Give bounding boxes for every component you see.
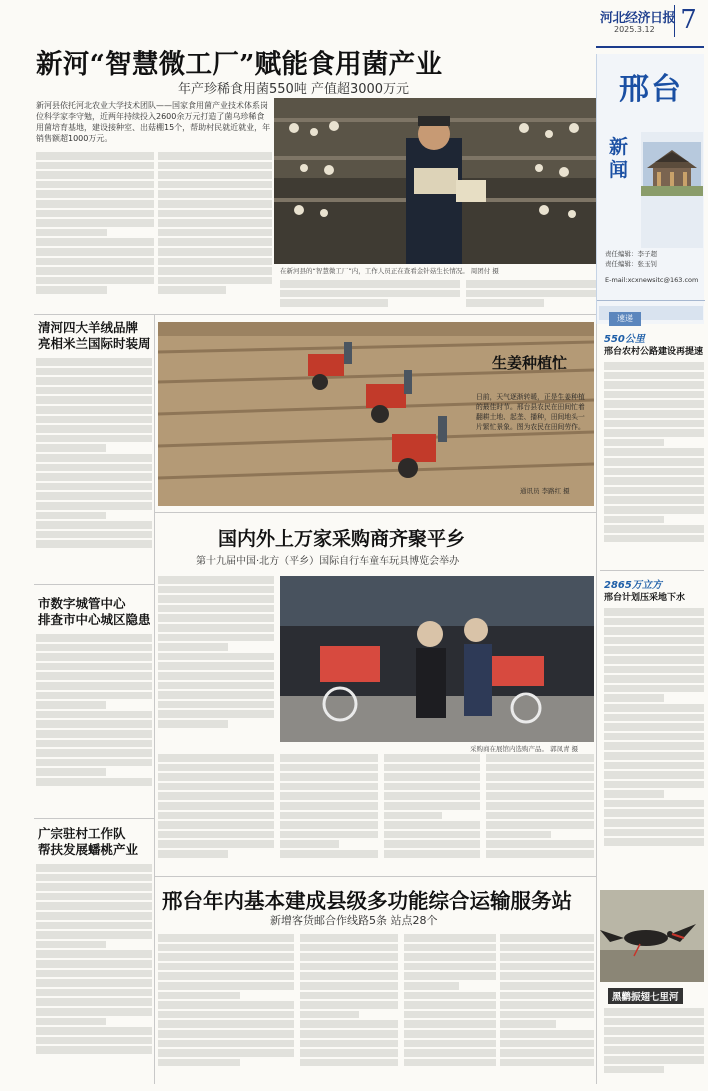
shuzi-headline-line2: 排查市中心城区隐患 [38,612,151,627]
region-title: 邢台 [619,72,683,107]
sidebar [596,54,704,324]
lead-summary-text: 新河县依托河北农业大学技术团队——国家食用菌产业技术体系岗位科学家李守勉，近两年持续投入2600余万元打造了菌乌珍稀食用菌培育基地，建设接种室、出菇棚15个，帮助村民就近就业，年销售额超1000万元。 [36,101,271,143]
shuzi-headline-line1: 市数字城管中心 [38,596,126,611]
guangzong-headline-line2: 帮扶发展蟠桃产业 [38,842,139,857]
page-number: 7 [674,5,702,37]
lead-body-col4 [466,278,596,310]
logistics-body-col2 [300,932,398,1084]
pingxiang-body-col1 [158,574,274,744]
brief1-body [604,360,704,564]
lead-photo-caption: 在新河县的“智慧微工厂”内，工作人员正在查看金针菇生长情况。 周团付 摄 [280,267,499,275]
guangzong-headline-line1: 广宗驻村工作队 [38,826,126,841]
brief2-body [604,606,704,886]
pingxiang-body-col5 [486,752,594,872]
lead-subhead: 年产珍稀食用菌550吨 产值超3000万元 [178,82,410,97]
pingxiang-photo [280,576,594,742]
birds-body [604,1006,704,1086]
lead-body-col2 [158,150,272,310]
logistics-body-col1 [158,932,294,1084]
lead-body-col3 [280,278,460,310]
brief1-title-b: 邢台农村公路建设再提速 [604,347,704,357]
pingxiang-body-col3 [280,752,378,872]
lead-photo [274,98,596,264]
column-tag [599,306,703,323]
section-title: 新闻 [609,136,629,181]
ginger-caption [476,392,588,500]
staff-editor-2: 责任编辑：张玉钊 [605,260,657,268]
lead-body-col1 [36,150,154,310]
palace-illustration [641,132,703,248]
brief2-title-a: 2865万立方 [604,580,662,591]
stork-photo [600,890,704,982]
ginger-caption-text: 日前，天气逐渐转暖，正是生姜种植的最佳时节。邢台县农民在田间忙着翻耕土地、起垄、播种，田间地头一片繁忙景象。图为农民在田间劳作。 [476,393,585,431]
contact-email: E-mail:xcxnewsitc@163.com [605,276,699,284]
lead-summary [36,100,272,144]
pingxiang-subhead: 第十九届中国·北方（平乡）国际自行车童车玩具博览会举办 [196,556,460,567]
pingxiang-photo-caption: 采购商在展馆内选购产品。 郭凤青 摄 [470,745,579,753]
paper-name: 河北经济日报 [600,11,676,26]
ginger-credit: 通讯员 李路红 摄 [520,487,570,495]
logistics-subhead: 新增客货邮合作线路5条 站点28个 [270,914,438,927]
issue-date: 2025.3.12 [614,25,655,34]
pingxiang-headline: 国内外上万家采购商齐聚平乡 [218,528,466,550]
lead-headline: 新河“智慧微工厂”赋能食用菌产业 [36,49,443,80]
logistics-body-col4 [500,932,594,1084]
masthead [596,5,704,61]
qinghe-headline-line1: 清河四大羊绒品牌 [38,320,139,335]
brief2-title-b: 邢台计划压采地下水 [604,593,686,603]
staff-list [605,249,657,269]
pingxiang-body-col4 [384,752,480,872]
guangzong-body [36,862,152,1082]
logistics-body-col3 [404,932,496,1084]
qinghe-headline-line2: 亮相米兰国际时装周 [38,336,151,351]
qinghe-body [36,356,152,580]
guangzong-headline [38,826,138,858]
shuzi-body [36,632,152,812]
birds-title: 黑鹳振翅七里河 [608,988,683,1004]
brief1-title-a: 550公里 [604,334,645,345]
shuzi-headline [38,596,151,628]
column-label: 速递 [609,312,641,326]
staff-editor-1: 责任编辑：李子超 [605,250,657,258]
qinghe-headline [38,320,151,352]
ginger-headline: 生姜种植忙 [492,354,568,372]
logistics-headline: 邢台年内基本建成县级多功能综合运输服务站 [162,889,572,913]
pingxiang-body-col2 [158,752,274,872]
